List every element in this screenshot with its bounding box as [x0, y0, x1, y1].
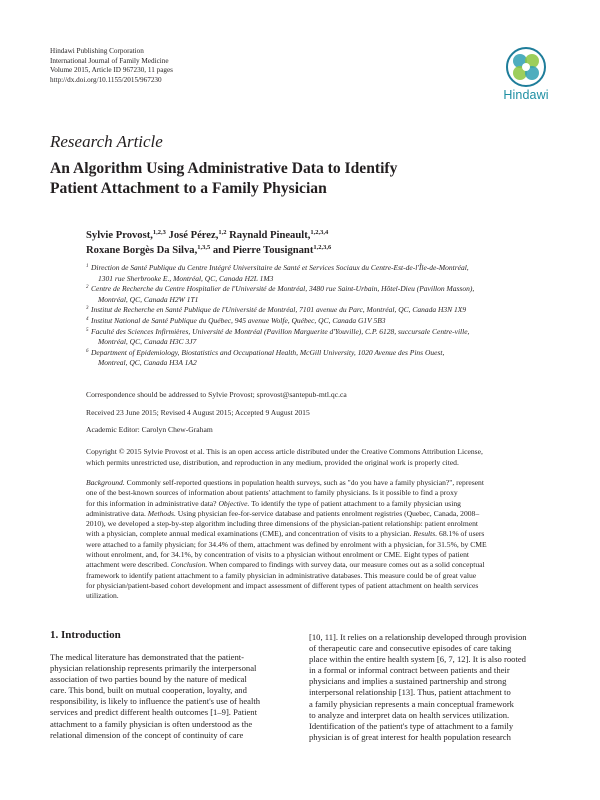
abstract-line: without enrolment, and, for 34.1%, by concentration of visits to a physician without enrolment or CME. Eight types of patient	[86, 550, 469, 560]
affiliation-number: 1	[86, 264, 89, 269]
volume-info: Volume 2015, Article ID 967230, 11 pages	[50, 66, 173, 75]
abstract-line: administrative data. Methods. Using physician fee-for-service database and patients enrolment registries (Quebec, Canada, 2008–	[86, 508, 480, 518]
affiliation-number: 3	[86, 306, 89, 312]
hindawi-logo-icon	[506, 47, 546, 87]
body-line: association of two parties bound by the nature of medical	[50, 674, 247, 685]
author-name: Raynald Pineault,	[226, 230, 311, 241]
affiliation	[86, 305, 551, 316]
body-line: The medical literature has demonstrated that the patient-	[50, 652, 244, 662]
author-line	[86, 229, 556, 244]
author-affil-marker: 1,2,3,6	[313, 243, 332, 251]
author-list	[86, 229, 556, 258]
author-name: Sylvie Provost,	[86, 230, 153, 241]
affiliation-text: 1301 rue Sherbrooke E., Montréal, QC, Canada H2L 1M3	[98, 273, 274, 283]
academic-editor: Academic Editor: Carolyn Chew-Graham	[86, 425, 213, 434]
journal-name: International Journal of Family Medicine	[50, 56, 169, 65]
copyright-line: Copyright © 2015 Sylvie Provost et al. This is an open access article distributed under the Creative Commons Attribution License,	[86, 447, 483, 456]
abstract-line: attachment were described. Conclusion. When compared to findings with survey data, our measure comes out as a solid conceptual	[86, 560, 485, 570]
author-line	[86, 244, 556, 259]
body-line: physician is of great interest for health population research	[309, 731, 511, 742]
affiliation	[86, 284, 551, 305]
body-line: place within the entire health system [6, 7, 12]. It is also rooted	[309, 654, 526, 665]
article-type: Research Article	[50, 132, 163, 151]
affiliation-text: Department of Epidemiology, Biostatistics and Occupational Health, McGill University, 1020 Avenue des Pins Ouest,	[91, 347, 445, 357]
author-name: José Pérez,	[165, 230, 219, 241]
abstract-line: for physician/patient-based cohort development and impact assessment of different types of patient attachment on health services	[86, 580, 479, 590]
abstract-line: framework to identify patient attachment to a family physician in administrative databases. This measure could be of great value	[86, 570, 477, 580]
affiliation-number: 2	[86, 285, 89, 291]
abstract-line: with a physician, complete annual medical examinations (CME), and concentration of visits to a physician. Results. 68.1% of users	[86, 529, 485, 539]
section-heading-introduction: 1. Introduction	[50, 629, 121, 641]
journal-header	[50, 47, 173, 85]
body-line: a family physician represents a main conceptual framework	[309, 698, 514, 709]
affiliation-text: Institut de Recherche en Santé Publique de l'Université de Montréal, 7101 avenue du Parc, Montréal, QC, Canada H3N 1X9	[91, 305, 467, 315]
title-line: An Algorithm Using Administrative Data to Identify	[50, 160, 398, 177]
affiliation-text: Montréal, QC, Canada H2W 1T1	[98, 294, 199, 304]
abstract-line: utilization.	[86, 591, 119, 601]
affiliation	[86, 316, 551, 327]
body-line: to analyze and interpret data on health services utilization.	[309, 709, 510, 720]
body-line: in a formal or informal contract between patients and their	[309, 665, 510, 676]
author-name: and Pierre Tousignant	[210, 244, 314, 256]
copyright-line: which permits unrestricted use, distribution, and reproduction in any medium, provided the original work is properly cited.	[86, 457, 459, 467]
title-line: Patient Attachment to a Family Physician	[50, 179, 327, 197]
affiliation-number: 5	[86, 327, 89, 333]
affiliation-number: 6	[86, 348, 89, 354]
abstract-line: Background. Commonly self-reported questions in population health surveys, such as "do you have a family physician?", represent	[86, 478, 484, 487]
body-column-left	[50, 652, 294, 741]
affiliation-text: Faculté des Sciences Infirmières, Université de Montréal (Pavillon Marguerite d'Youville), C.P. 6128, succursale Centre-ville,	[91, 326, 470, 336]
hindawi-logo	[492, 47, 560, 102]
affiliation-number: 4	[86, 316, 89, 322]
body-line: attachment to a family physician is often understood as the	[50, 718, 253, 729]
body-line: physicians and implies a sustained partnership and strong	[309, 676, 507, 687]
body-column-right	[309, 632, 553, 743]
abstract-line: 2010), we developed a step-by-step algorithm including three dimensions of the physician-patient relationship: patient enrolment	[86, 519, 479, 529]
body-line: [10, 11]. It relies on a relationship developed through provision	[309, 632, 527, 642]
affiliation	[86, 263, 551, 284]
affiliation	[86, 327, 551, 348]
doi-link[interactable]: http://dx.doi.org/10.1155/2015/967230	[50, 75, 162, 84]
affiliation-text: Montréal, QC, Canada H3C 3J7	[98, 337, 197, 347]
body-line: physician relationship represents primarily the interpersonal	[50, 663, 257, 674]
affiliation-list	[86, 263, 551, 369]
body-line: relational dimension of the concept of continuity of care	[50, 729, 244, 740]
abstract-line: for this information in administrative data? Objective. To identify the type of patient attachment to a family physician using	[86, 498, 461, 508]
body-line: of therapeutic care and consecutive episodes of care taking	[309, 643, 512, 654]
author-affil-marker: 1,3,5	[197, 243, 211, 251]
paper-title	[50, 159, 550, 198]
correspondence-note: Correspondence should be addressed to Sylvie Provost; sprovost@santepub-mtl.qc.ca	[86, 390, 347, 399]
affiliation-text: Montreal, QC, Canada H3A 1A2	[98, 358, 197, 368]
affiliation-text: Direction de Santé Publique du Centre Intégré Universitaire de Santé et Services Sociaux du Centre-Est-de-l'Île-de-Montréal,	[91, 263, 469, 272]
abstract-line: one of the best-known sources of information about patients' attachment to family physicians. Is it possible to find a proxy	[86, 488, 458, 498]
abstract-line: were attached to a family physician; for 34.4% of them, attachment was defined by enrolment with a physician, for 31.5%, by CME	[86, 539, 487, 549]
hindawi-logo-text: Hindawi	[503, 88, 549, 102]
author-affil-marker: 1,2,3	[152, 229, 166, 236]
publisher-name: Hindawi Publishing Corporation	[50, 47, 144, 55]
author-affil-marker: 1,2	[218, 229, 227, 236]
abstract	[86, 478, 552, 602]
copyright-notice	[86, 447, 552, 469]
author-affil-marker: 1,2,3,4	[310, 229, 329, 236]
author-name: Roxane Borgès Da Silva,	[86, 244, 198, 256]
body-line: responsibility, is likely to influence the patient's use of health	[50, 696, 261, 707]
body-line: interpersonal relationship [13]. Thus, patient attachment to	[309, 687, 511, 698]
received-dates: Received 23 June 2015; Revised 4 August 2015; Accepted 9 August 2015	[86, 408, 310, 417]
body-line: services and predict different health outcomes [1–9]. Patient	[50, 707, 257, 718]
affiliation-text: Centre de Recherche du Centre Hospitalier de l'Université de Montréal, 3480 rue Saint-Urbain, Hôtel-Dieu (Pavillon Masson),	[91, 284, 475, 294]
body-line: care. This bond, built on mutual cooperation, loyalty, and	[50, 685, 247, 696]
affiliation	[86, 348, 551, 369]
affiliation-text: Institut National de Santé Publique du Québec, 945 avenue Wolfe, Québec, QC, Canada G1V 5B3	[91, 315, 386, 325]
body-line: Identification of the patient's type of attachment to a family	[309, 720, 514, 731]
